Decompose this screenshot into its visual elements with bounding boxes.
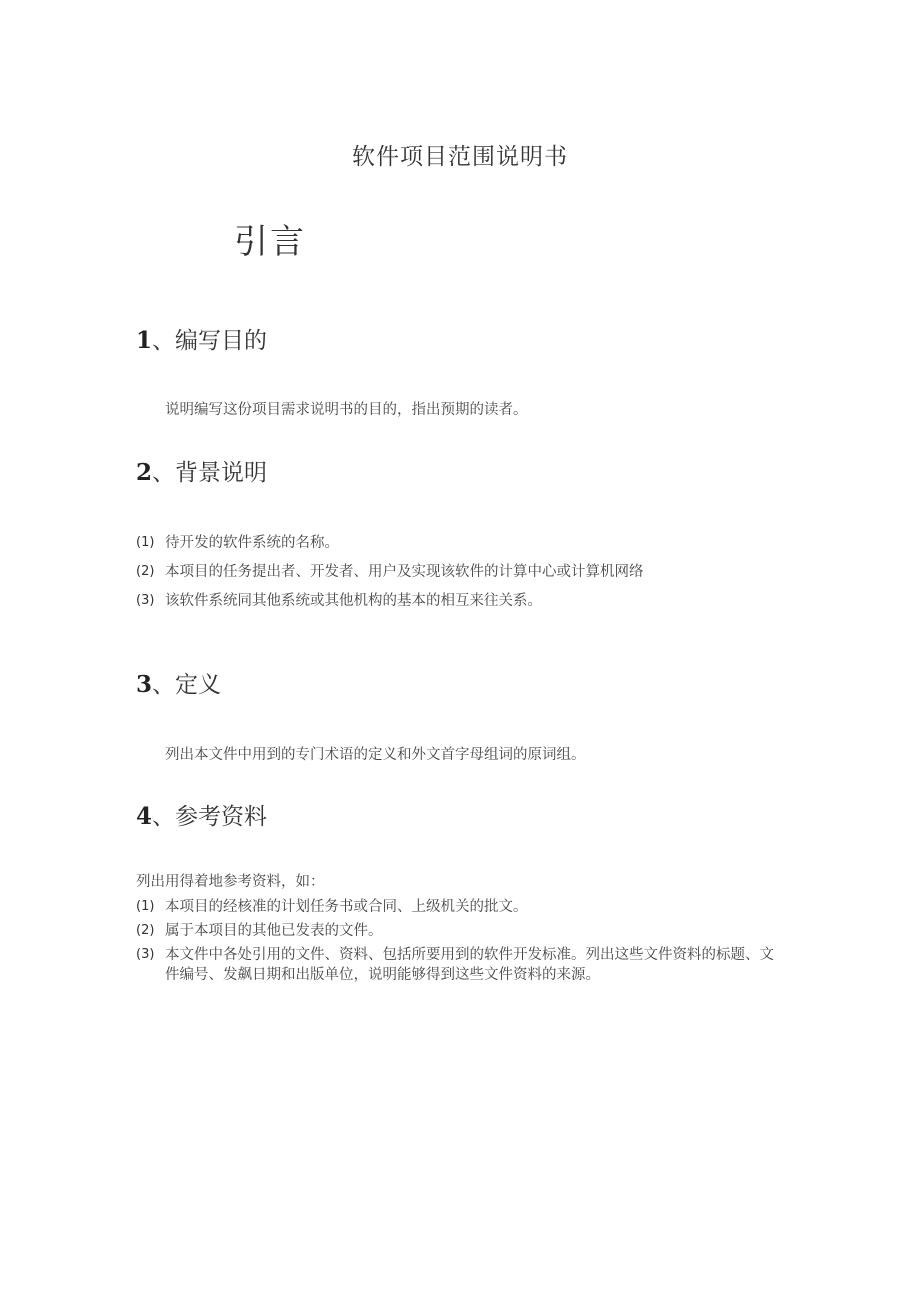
section-4-number: 4 — [136, 803, 153, 830]
section-4-intro: 列出用得着地参考资料，如： — [136, 874, 325, 890]
section-3-heading — [136, 666, 221, 699]
section-3-paragraph: 列出本文件中用到的专门术语的定义和外文首字母组词的原词组。 — [165, 747, 586, 763]
section-1-title: 、编写目的 — [152, 328, 268, 354]
section-4-list — [136, 897, 785, 985]
list-text: 该软件系统同其他系统或其他机构的基本的相互来往关系。 — [165, 593, 542, 609]
section-1-heading — [136, 322, 267, 355]
list-marker: (3) — [136, 593, 155, 608]
list-marker: (2) — [136, 564, 155, 579]
section-1-number: 1 — [136, 327, 153, 354]
section-3-number: 3 — [136, 671, 153, 698]
list-item — [136, 945, 785, 985]
list-item — [136, 562, 785, 582]
list-text: 本文件中各处引用的文件、资料、包括所要用到的软件开发标准。列出这些文件资料的标题、文件编号、发飙日期和出版单位，说明能够得到这些文件资料的来源。 — [165, 947, 774, 983]
list-item — [136, 921, 785, 941]
section-2-heading — [136, 454, 267, 487]
list-item — [136, 591, 785, 611]
section-2-title: 、背景说明 — [152, 460, 268, 486]
section-4-title: 、参考资料 — [152, 804, 268, 830]
section-4-heading — [136, 798, 267, 831]
list-item — [136, 897, 785, 917]
section-3-title: 、定义 — [152, 672, 222, 698]
section-2-number: 2 — [136, 459, 153, 486]
list-text: 本项目的任务提出者、开发者、用户及实现该软件的计算中心或计算机网络 — [165, 564, 644, 580]
document-title: 软件项目范围说明书 — [352, 144, 568, 170]
list-item — [136, 533, 785, 553]
list-marker: (2) — [136, 923, 155, 938]
list-text: 本项目的经核准的计划任务书或合同、上级机关的批文。 — [165, 899, 528, 915]
section-2-list — [136, 533, 785, 611]
list-marker: (1) — [136, 899, 155, 914]
section-1-paragraph: 说明编写这份项目需求说明书的目的，指出预期的读者。 — [165, 402, 528, 418]
list-marker: (1) — [136, 535, 155, 550]
list-text: 属于本项目的其他已发表的文件。 — [165, 923, 383, 939]
list-marker: (3) — [136, 947, 155, 962]
chapter-title: 引言 — [234, 222, 306, 262]
list-text: 待开发的软件系统的名称。 — [165, 535, 339, 551]
